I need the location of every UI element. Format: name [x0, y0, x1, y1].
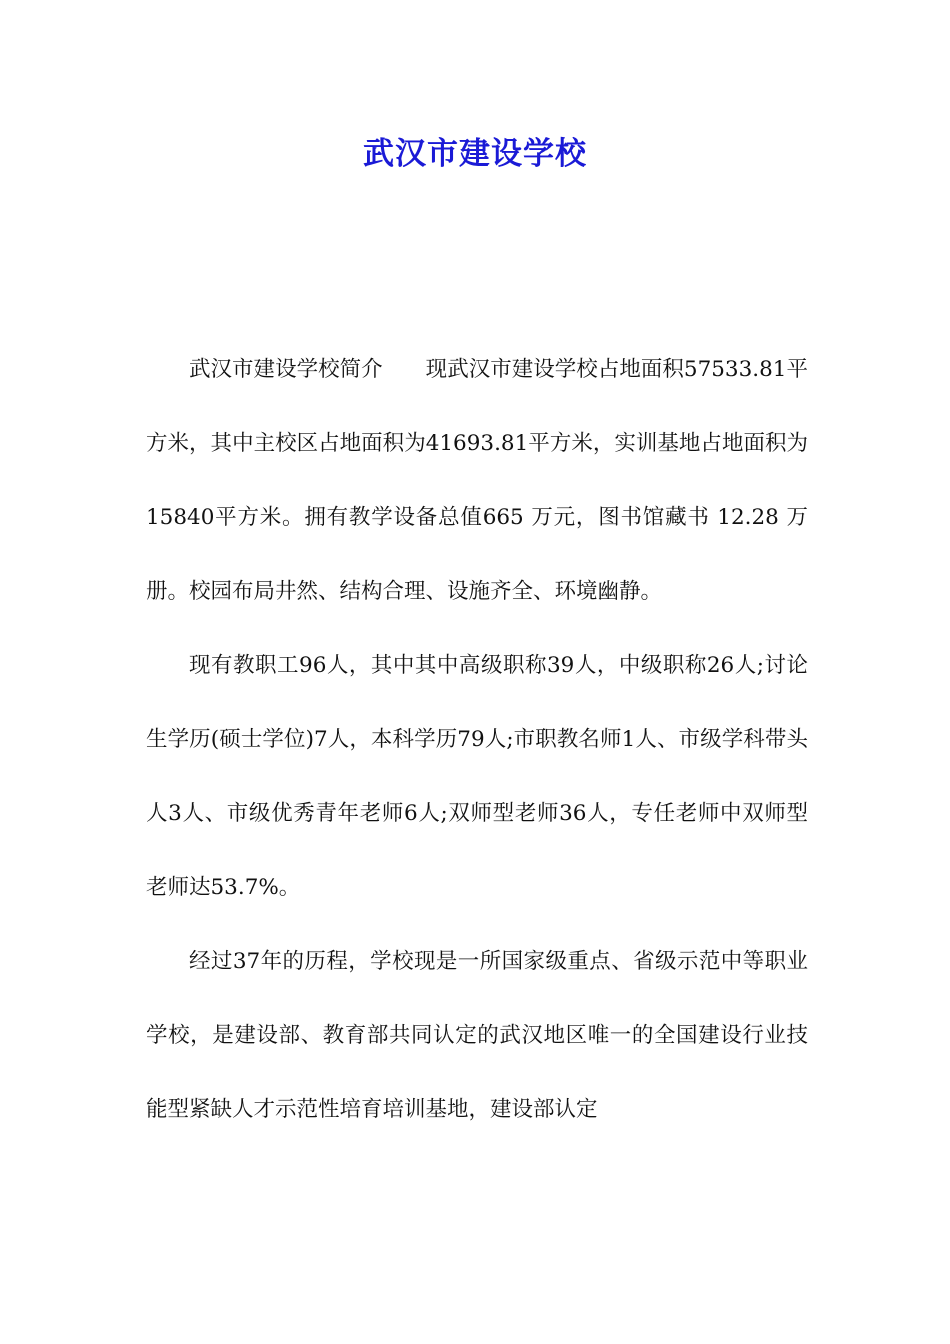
paragraph-staff: 现有教职工96人，其中其中高级职称39人，中级职称26人;讨论生学历(硕士学位)7人，本科学历79人;市职教名师1人、市级学科带头人3人、市级优秀青年老师6人;双师型老师36人，专任老师中双师型老师达53.7%。 — [146, 653, 808, 900]
document-body — [146, 333, 808, 1147]
paragraph-intro: 武汉市建设学校简介 现武汉市建设学校占地面积57533.81平方米，其中主校区占地面积为41693.81平方米，实训基地占地面积为15840平方米。拥有教学设备总值665 万元，图书馆藏书 12.28 万册。校园布局井然、结构合理、设施齐全、环境幽静。 — [146, 357, 808, 604]
paragraph-history: 经过37年的历程，学校现是一所国家级重点、省级示范中等职业学校，是建设部、教育部共同认定的武汉地区唯一的全国建设行业技能型紧缺人才示范性培育培训基地，建设部认定 — [146, 949, 808, 1122]
document-title: 武汉市建设学校 — [363, 136, 587, 172]
